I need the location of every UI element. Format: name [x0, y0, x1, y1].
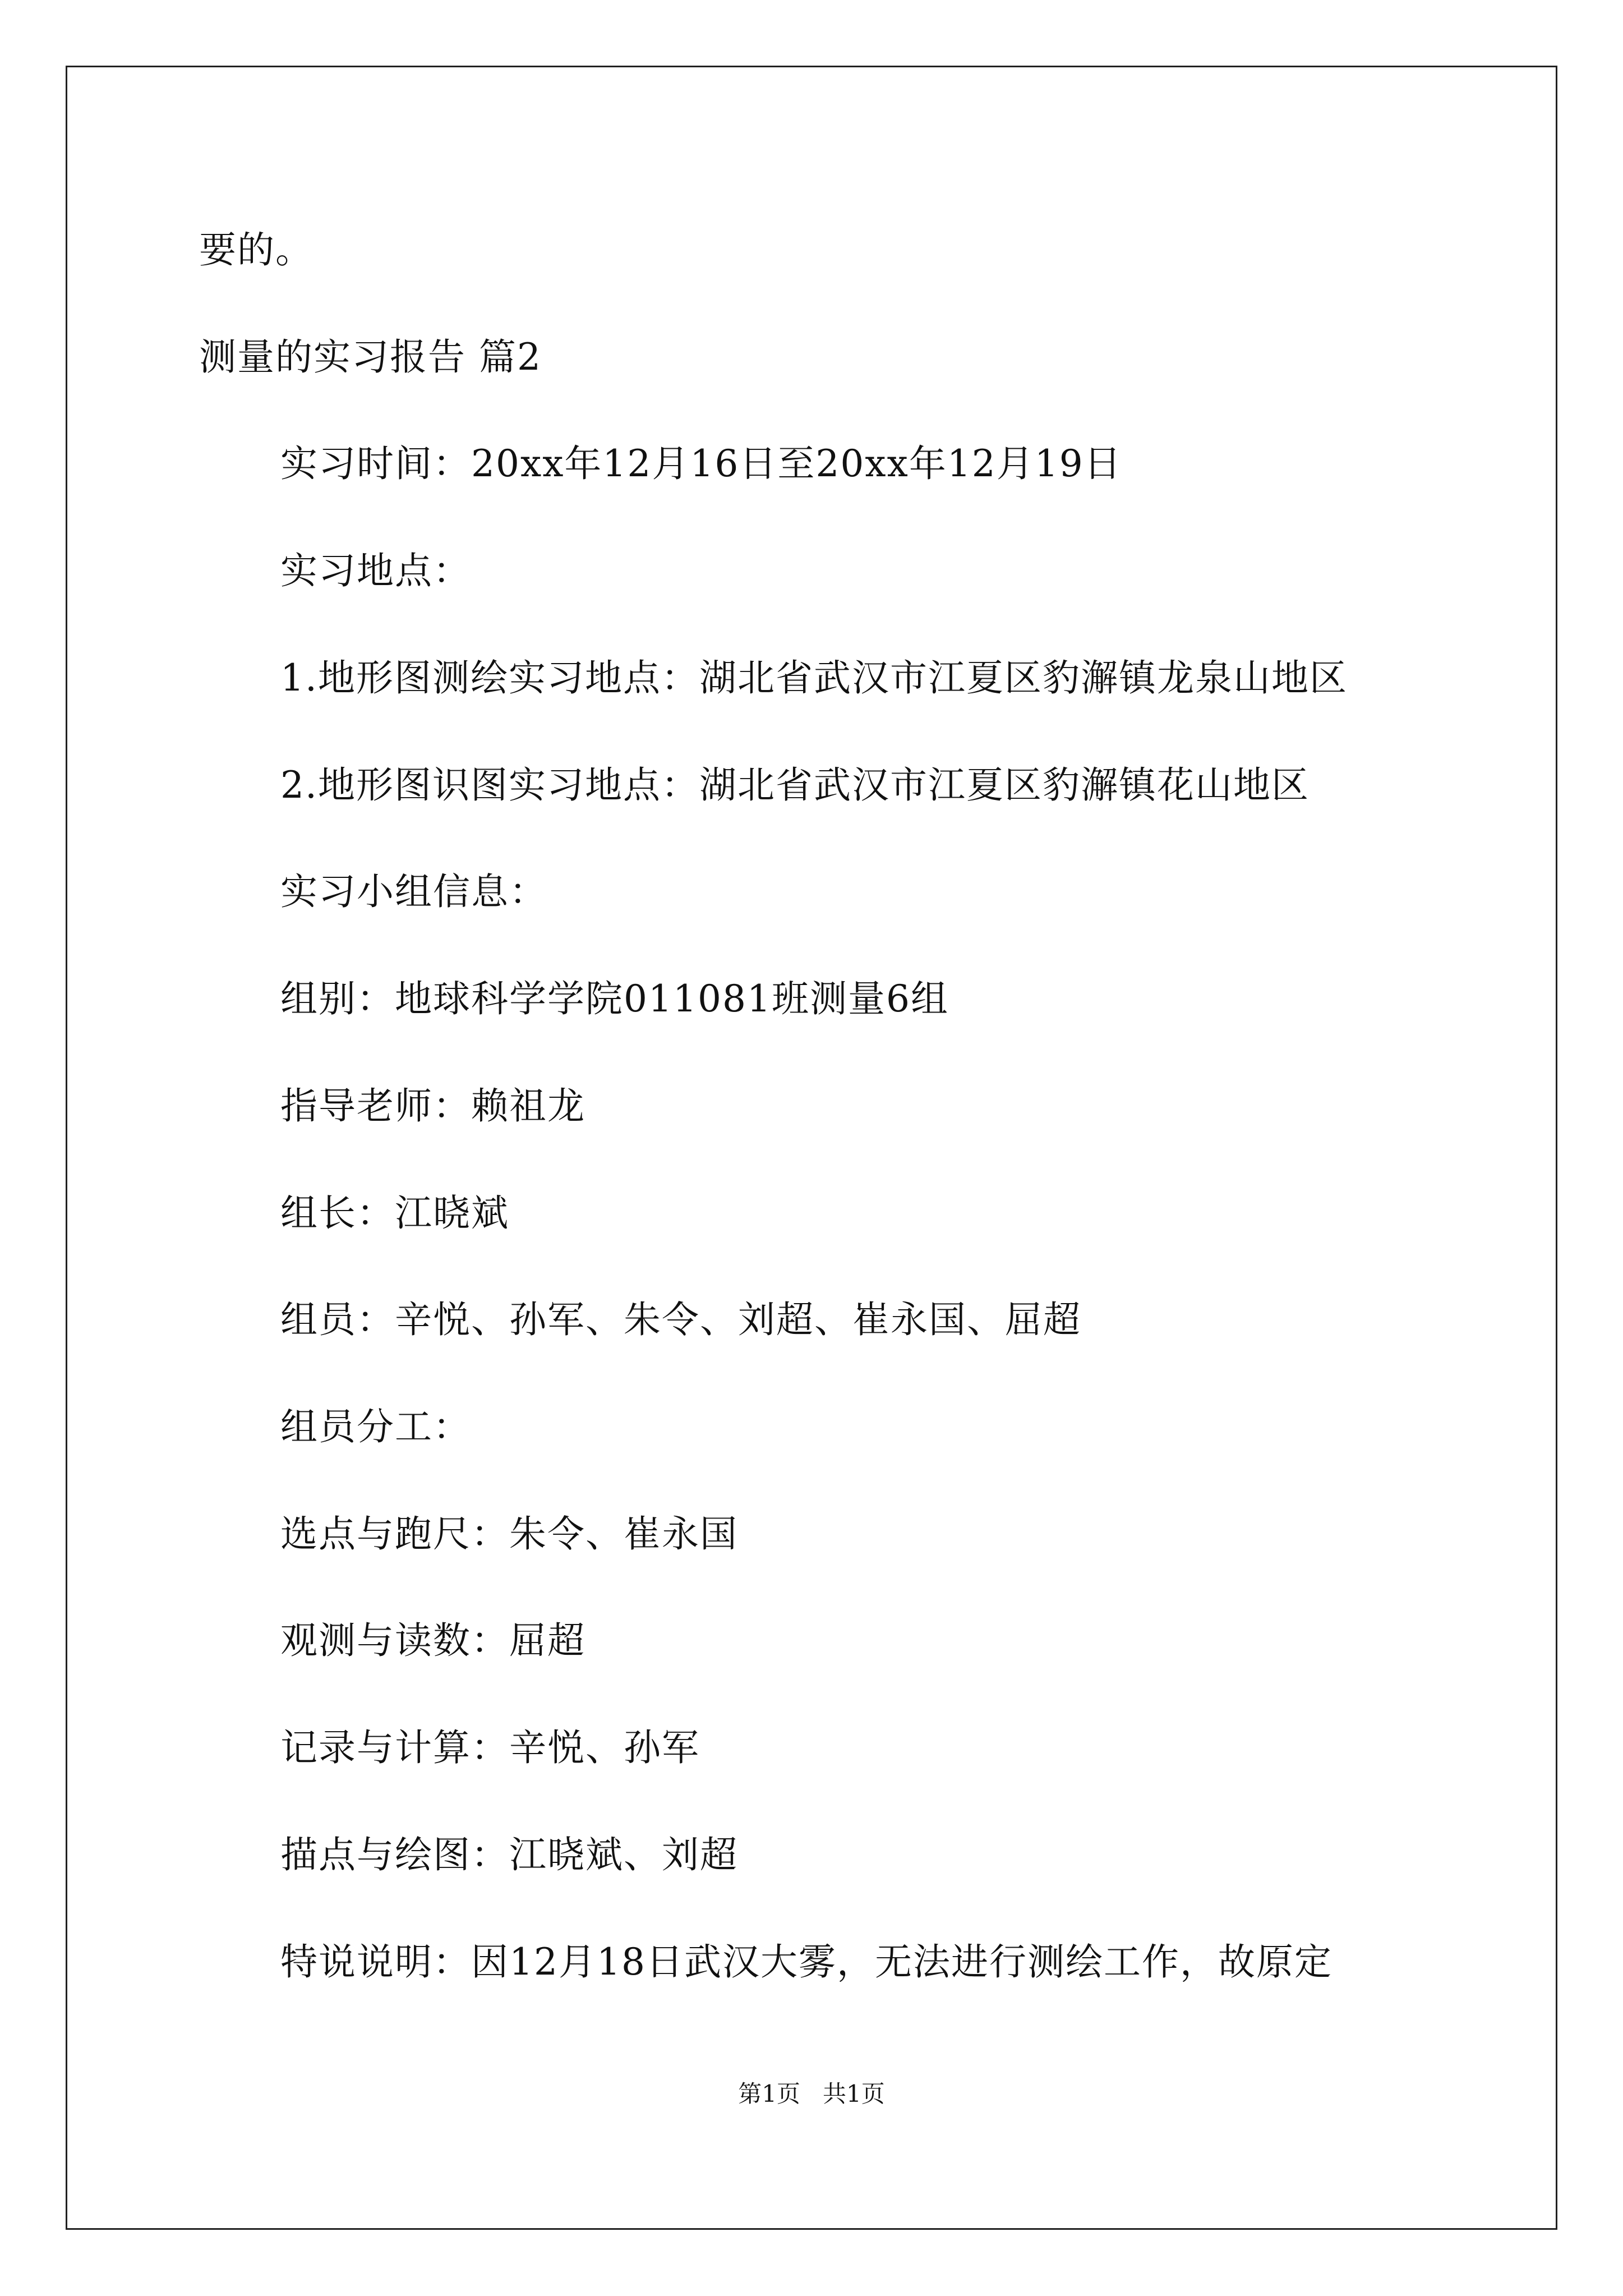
advisor: 指导老师：赖祖龙 — [280, 1084, 585, 1128]
page-footer — [0, 2077, 1623, 2111]
section-heading: 测量的实习报告 篇2 — [199, 335, 542, 379]
role-point-selection: 选点与跑尺：朱令、崔永国 — [280, 1512, 738, 1556]
group-leader: 组长：江晓斌 — [280, 1191, 509, 1235]
location-item-2: 2.地形图识图实习地点：湖北省武汉市江夏区豹澥镇花山地区 — [280, 763, 1310, 807]
division-of-labor-label: 组员分工： — [280, 1405, 471, 1448]
internship-location-label: 实习地点： — [280, 549, 471, 592]
page-total: 共1页 — [823, 2080, 885, 2108]
location-item-1: 1.地形图测绘实习地点：湖北省武汉市江夏区豹澥镇龙泉山地区 — [280, 656, 1348, 700]
group-members: 组员：辛悦、孙军、朱令、刘超、崔永国、屈超 — [280, 1298, 1081, 1341]
page-number: 第1页 — [738, 2080, 800, 2108]
group-name: 组别：地球科学学院011081班测量6组 — [280, 977, 949, 1020]
special-note: 特说说明：因12月18日武汉大雾，无法进行测绘工作，故原定 — [280, 1940, 1332, 1984]
role-observation: 观测与读数：屈超 — [280, 1619, 585, 1662]
internship-time: 实习时间：20xx年12月16日至20xx年12月19日 — [280, 442, 1122, 485]
group-info-label: 实习小组信息： — [280, 870, 547, 913]
page-border — [66, 66, 1557, 2230]
role-plotting: 描点与绘图：江晓斌、刘超 — [280, 1833, 738, 1876]
text-line-continuation: 要的。 — [199, 228, 313, 272]
role-recording: 记录与计算：辛悦、孙军 — [280, 1726, 700, 1769]
